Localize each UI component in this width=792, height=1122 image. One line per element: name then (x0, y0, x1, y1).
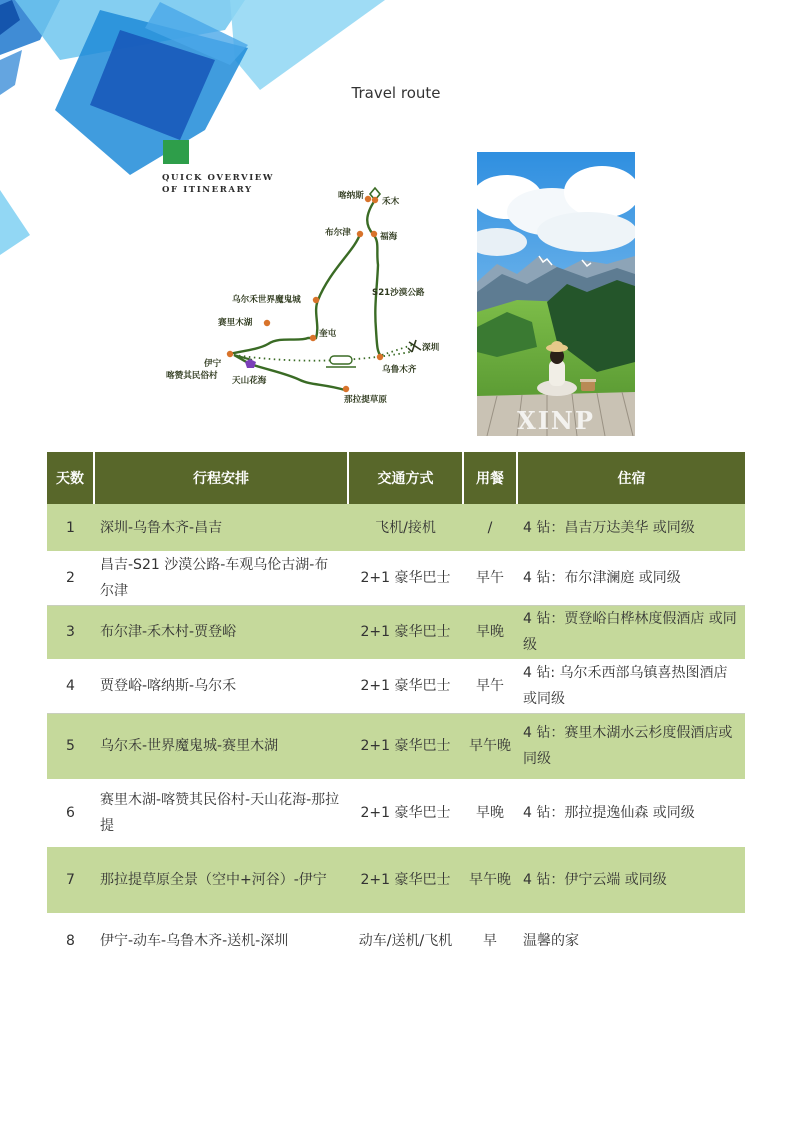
cell-transport: 2+1 豪华巴士 (348, 551, 463, 605)
node-nalati (343, 386, 349, 392)
cell-meals: 早午晚 (463, 713, 517, 779)
label-kazanqi: 喀赞其民俗村 (166, 371, 218, 381)
cell-route: 布尔津-禾木村-贾登峪 (94, 605, 348, 659)
cell-route: 乌尔禾-世界魔鬼城-赛里木湖 (94, 713, 348, 779)
label-urumqi: 乌鲁木齐 (382, 365, 417, 375)
page-title: Travel route (351, 84, 441, 102)
plane-icon (408, 340, 421, 352)
table-row (47, 659, 745, 713)
label-kanas: 喀纳斯 (338, 191, 364, 201)
cell-day: 3 (47, 605, 94, 659)
label-ghost-city: 乌尔禾世界魔鬼城 (232, 295, 301, 305)
cell-day: 2 (47, 551, 94, 605)
photo-watermark: XINP (517, 406, 595, 435)
label-hemu: 禾木 (382, 197, 400, 207)
label-s21: S21沙漠公路 (372, 288, 425, 298)
node-ghost-city (313, 297, 319, 303)
cell-meals: / (463, 504, 517, 551)
train-dotted-line (234, 352, 410, 361)
cell-transport: 2+1 豪华巴士 (348, 779, 463, 847)
table-row (47, 779, 745, 847)
route-line-burqin-yining (230, 234, 360, 354)
cell-day: 7 (47, 847, 94, 913)
header-route: 行程安排 (94, 452, 348, 504)
itinerary-map (150, 130, 450, 410)
landscape-photo (477, 152, 635, 436)
cell-meals: 早 (463, 913, 517, 969)
cell-route: 贾登峪-喀纳斯-乌尔禾 (94, 659, 348, 713)
label-yining: 伊宁 (204, 359, 222, 369)
table-row (47, 913, 745, 969)
cell-hotel: 4 钻：昌吉万达美华 或同级 (517, 504, 745, 551)
cell-hotel: 温馨的家 (517, 913, 745, 969)
cell-transport: 动车/送机/飞机 (348, 913, 463, 969)
cell-day: 5 (47, 713, 94, 779)
cell-hotel: 4 钻: 乌尔禾西部乌镇喜热图酒店或同级 (517, 659, 745, 713)
cell-transport: 飞机/接机 (348, 504, 463, 551)
node-urumqi (377, 354, 383, 360)
header-transport: 交通方式 (348, 452, 463, 504)
cell-transport: 2+1 豪华巴士 (348, 847, 463, 913)
header-day: 天数 (47, 452, 94, 504)
table-row (47, 713, 745, 779)
label-tianshan: 天山花海 (232, 376, 267, 386)
table-row (47, 605, 745, 659)
table-row (47, 551, 745, 605)
table-row (47, 847, 745, 913)
cell-hotel: 4 钻：布尔津澜庭 或同级 (517, 551, 745, 605)
cell-day: 1 (47, 504, 94, 551)
cell-route: 赛里木湖-喀赞其民俗村-天山花海-那拉提 (94, 779, 348, 847)
label-nalati: 那拉提草原 (344, 395, 387, 405)
cell-day: 6 (47, 779, 94, 847)
cell-route: 昌吉-S21 沙漠公路-车观乌伦古湖-布尔津 (94, 551, 348, 605)
node-kanas (365, 196, 371, 202)
table-header-row (47, 452, 745, 504)
cell-meals: 早午 (463, 659, 517, 713)
cell-meals: 早午晚 (463, 847, 517, 913)
table-row (47, 504, 745, 551)
cell-route: 那拉提草原全景（空中+河谷）-伊宁 (94, 847, 348, 913)
cell-transport: 2+1 豪华巴士 (348, 713, 463, 779)
label-fuhai: 福海 (380, 232, 398, 242)
label-sayram: 赛里木湖 (218, 318, 253, 328)
cell-transport: 2+1 豪华巴士 (348, 659, 463, 713)
cell-hotel: 4 钻：贾登峪白桦林度假酒店 或同级 (517, 605, 745, 659)
cell-day: 8 (47, 913, 94, 969)
cell-route: 伊宁-动车-乌鲁木齐-送机-深圳 (94, 913, 348, 969)
cell-hotel: 4 钻：那拉提逸仙森 或同级 (517, 779, 745, 847)
cell-hotel: 4 钻：赛里木湖水云杉度假酒店或同级 (517, 713, 745, 779)
cell-meals: 早晚 (463, 779, 517, 847)
overview-heading-line2: OF ITINERARY (162, 185, 253, 195)
header-hotel: 住宿 (517, 452, 745, 504)
label-kuitun: 奎屯 (319, 329, 337, 339)
node-tianshan (245, 359, 256, 368)
itinerary-table (47, 452, 745, 969)
node-burqin (357, 231, 363, 237)
cell-meals: 早晚 (463, 605, 517, 659)
label-shenzhen: 深圳 (422, 343, 440, 353)
node-kuitun (310, 335, 316, 341)
route-line-fuhai-urumqi (367, 200, 381, 356)
node-hemu (372, 197, 378, 203)
header-meals: 用餐 (463, 452, 517, 504)
cell-hotel: 4 钻：伊宁云端 或同级 (517, 847, 745, 913)
cell-day: 4 (47, 659, 94, 713)
node-yining (227, 351, 233, 357)
overview-heading-line1: QUICK OVERVIEW (162, 173, 274, 183)
label-burqin: 布尔津 (325, 228, 351, 238)
route-map-svg (150, 130, 450, 410)
cell-transport: 2+1 豪华巴士 (348, 605, 463, 659)
train-icon (326, 356, 356, 367)
cell-meals: 早午 (463, 551, 517, 605)
node-sayram (264, 320, 270, 326)
node-fuhai (371, 231, 377, 237)
cell-route: 深圳-乌鲁木齐-昌吉 (94, 504, 348, 551)
